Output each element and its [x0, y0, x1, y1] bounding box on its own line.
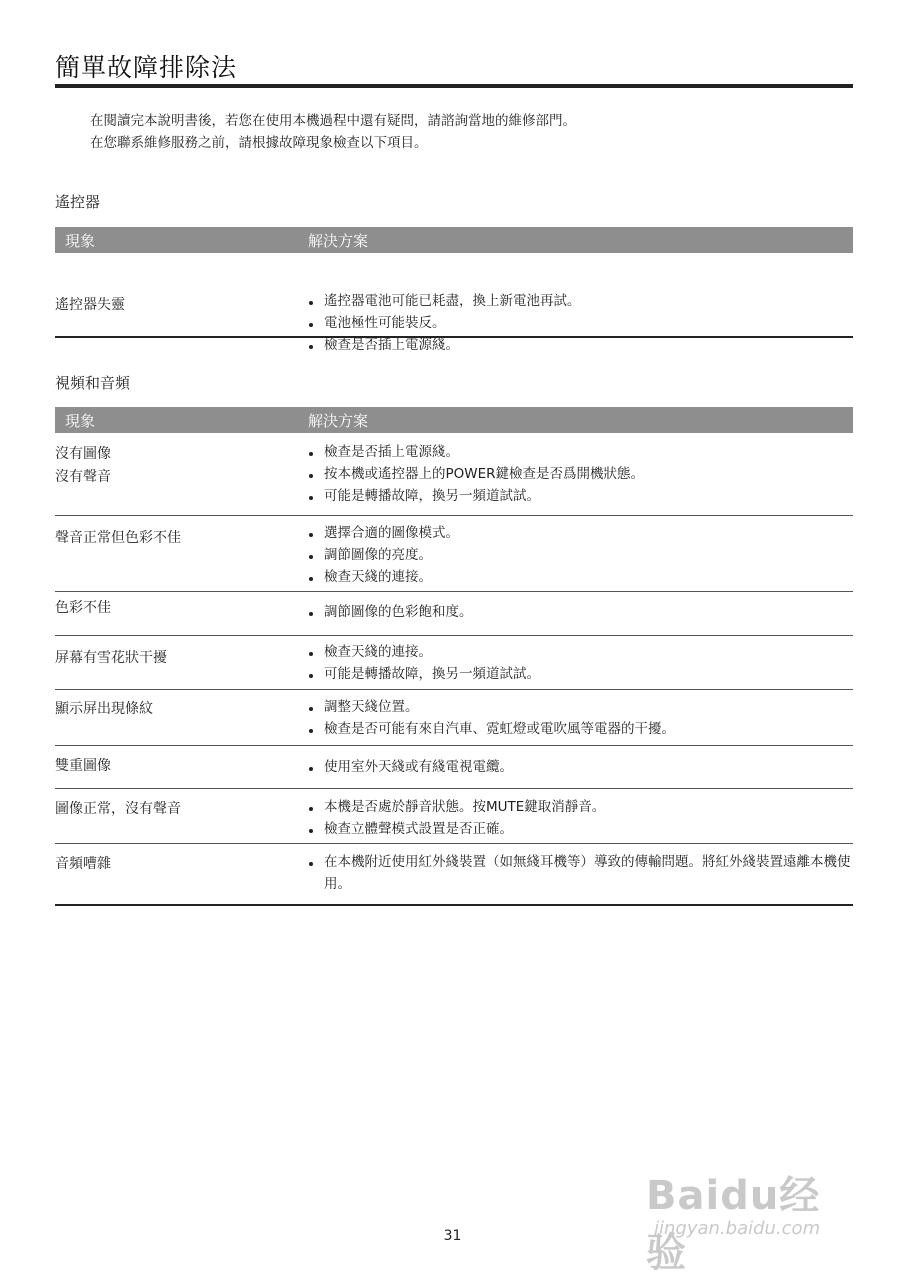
symptom-cell	[55, 443, 111, 489]
solution-list	[308, 641, 853, 685]
solution-list	[308, 522, 853, 588]
solution-item: 選擇合適的圖像模式。	[308, 522, 853, 544]
symptom-text: 沒有聲音	[55, 469, 111, 485]
table-header	[55, 227, 853, 253]
remote-table	[55, 227, 853, 353]
table-row	[55, 592, 853, 636]
symptom-text: 色彩不佳	[55, 600, 111, 616]
solution-item: 調節圖像的色彩飽和度。	[308, 601, 853, 623]
symptom-cell	[55, 647, 167, 670]
solution-item: 檢查是否可能有來自汽車、霓虹燈或電吹風等電器的干擾。	[308, 718, 853, 740]
symptom-cell	[55, 527, 181, 550]
solution-item: 遙控器電池可能已耗盡，換上新電池再試。	[308, 290, 853, 312]
symptom-text: 音頻嘈雜	[55, 856, 111, 872]
symptom-cell	[55, 798, 181, 821]
watermark-url: jingyan.baidu.com	[654, 1218, 821, 1239]
table-header	[55, 407, 853, 433]
solution-item: 調節圖像的亮度。	[308, 544, 853, 566]
solution-item: 在本機附近使用紅外綫裝置（如無綫耳機等）導致的傳輸問題。將紅外綫裝置遠離本機使用。	[308, 851, 853, 895]
table-row	[55, 253, 853, 353]
symptom-text: 屏幕有雪花狀干擾	[55, 650, 167, 666]
solution-item: 可能是轉播故障，換另一頻道試試。	[308, 485, 853, 507]
solution-list	[308, 796, 853, 840]
table-row	[55, 844, 853, 906]
symptom-text: 顯示屏出現條紋	[55, 701, 153, 717]
section-title-av: 視頻和音頻	[55, 374, 131, 392]
symptom-cell	[55, 597, 111, 620]
header-solution: 解決方案	[308, 232, 369, 250]
solution-item: 按本機或遙控器上的POWER鍵檢查是否爲開機狀態。	[308, 463, 853, 485]
solution-item: 調整天綫位置。	[308, 696, 853, 718]
solution-list	[308, 696, 853, 740]
symptom-text: 聲音正常但色彩不佳	[55, 530, 181, 546]
header-symptom: 現象	[65, 412, 96, 430]
intro-line: 在閱讀完本說明書後，若您在使用本機過程中還有疑問，請諮詢當地的維修部門。	[90, 113, 576, 129]
header-symptom: 現象	[65, 232, 96, 250]
table-row	[55, 746, 853, 789]
symptom-text: 雙重圖像	[55, 758, 111, 774]
solution-item: 檢查立體聲模式設置是否正確。	[308, 818, 853, 840]
section-title-remote: 遙控器	[55, 193, 101, 211]
solution-item: 檢查天綫的連接。	[308, 641, 853, 663]
symptom-text: 沒有圖像	[55, 446, 111, 462]
symptom-text: 遙控器失靈	[55, 297, 125, 313]
symptom-cell	[55, 755, 111, 778]
page-number: 31	[443, 1228, 462, 1244]
intro-text	[90, 110, 576, 154]
symptom-cell	[55, 294, 125, 317]
table-row	[55, 516, 853, 592]
table-row	[55, 636, 853, 690]
symptom-text: 圖像正常，沒有聲音	[55, 801, 181, 817]
table-row	[55, 433, 853, 516]
table-row	[55, 789, 853, 844]
solution-item: 檢查是否插上電源綫。	[308, 334, 853, 356]
solution-item: 可能是轉播故障，換另一頻道試試。	[308, 663, 853, 685]
solution-list	[308, 601, 853, 623]
solution-item: 使用室外天綫或有綫電視電纜。	[308, 756, 853, 778]
page-title: 簡單故障排除法	[55, 53, 238, 82]
solution-item: 檢查天綫的連接。	[308, 566, 853, 588]
symptom-cell	[55, 853, 111, 876]
symptom-cell	[55, 698, 153, 721]
solution-item: 電池極性可能裝反。	[308, 312, 853, 334]
header-solution: 解決方案	[308, 412, 369, 430]
intro-line: 在您聯系維修服務之前，請根據故障現象檢查以下項目。	[90, 135, 428, 151]
av-table	[55, 407, 853, 906]
solution-item: 本機是否處於靜音狀態。按MUTE鍵取消靜音。	[308, 796, 853, 818]
table-row	[55, 690, 853, 746]
title-divider	[55, 84, 853, 88]
solution-list	[308, 290, 853, 356]
watermark-brand: Baidu经验	[646, 1173, 821, 1276]
solution-list	[308, 756, 853, 778]
solution-list	[308, 441, 853, 507]
solution-item: 檢查是否插上電源綫。	[308, 441, 853, 463]
solution-list	[308, 851, 853, 895]
